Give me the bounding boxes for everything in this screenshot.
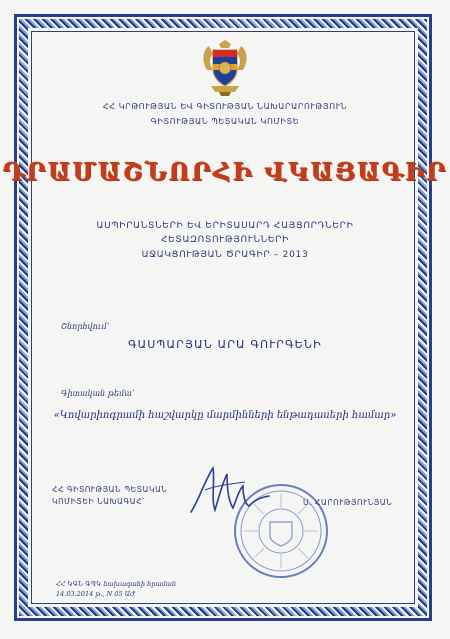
program-line-3: ԱՋԱԿՑՈՒԹՅԱՆ ԾՐԱԳԻՐ – 2013	[141, 250, 309, 260]
decree-line-2: 14.03.2014 թ., N 05 ԱԺ	[56, 590, 136, 598]
signature-icon	[185, 460, 275, 520]
signatory-name: Ս. ՀԱՐՈՒԹՅՈՒՆՅԱՆ	[303, 498, 393, 507]
ministry-name: ՀՀ ԿՐԹՈՒԹՅԱՆ ԵՎ ԳԻՏՈՒԹՅԱՆ ՆԱԽԱՐԱՐՈՒԹՅՈՒՆ	[102, 102, 348, 111]
certificate-title: ԴՐԱՄԱՇՆՈՐՀԻ ՎԿԱՅԱԳԻՐ	[2, 157, 448, 186]
recipient-name: ԳԱՍՊԱՐՅԱՆ ԱՐԱ ԳՈՒՐԳԵՆԻ	[128, 338, 322, 351]
coat-of-arms-icon	[199, 40, 251, 98]
decree-reference	[56, 579, 176, 599]
research-topic: «Կովարիոգրամի հաշվարկը մարմինների ենթադասերի համար»	[53, 410, 397, 421]
awarded-label: Շնորհվում՝	[61, 322, 110, 331]
signatory-title-line-1: ՀՀ ԳԻՏՈՒԹՅԱՆ ՊԵՏԱԿԱՆ	[52, 485, 168, 494]
signatory-title	[52, 484, 168, 508]
topic-label: Գիտական թեմա՝	[61, 389, 135, 398]
decree-line-1: ՀՀ ԿԳՆ ԳՊԿ նախագահի հրաման	[56, 580, 177, 588]
signatory-title-line-2: ԿՈՄԻՏԵԻ ՆԱԽԱԳԱՀ՝	[52, 497, 145, 506]
program-line-1: ԱՍՊԻՐԱՆՏՆԵՐԻ ԵՎ ԵՐԻՏԱՍԱՐԴ ՀԱՅՑՈՐԴՆԵՐԻ	[96, 221, 354, 231]
program-line-2: ՀԵՏԱԶՈՏՈՒԹՅՈՒՆՆԵՐԻ	[160, 235, 290, 245]
committee-name: ԳԻՏՈՒԹՅԱՆ ՊԵՏԱԿԱՆ ԿՈՄԻՏԵ	[150, 117, 300, 126]
